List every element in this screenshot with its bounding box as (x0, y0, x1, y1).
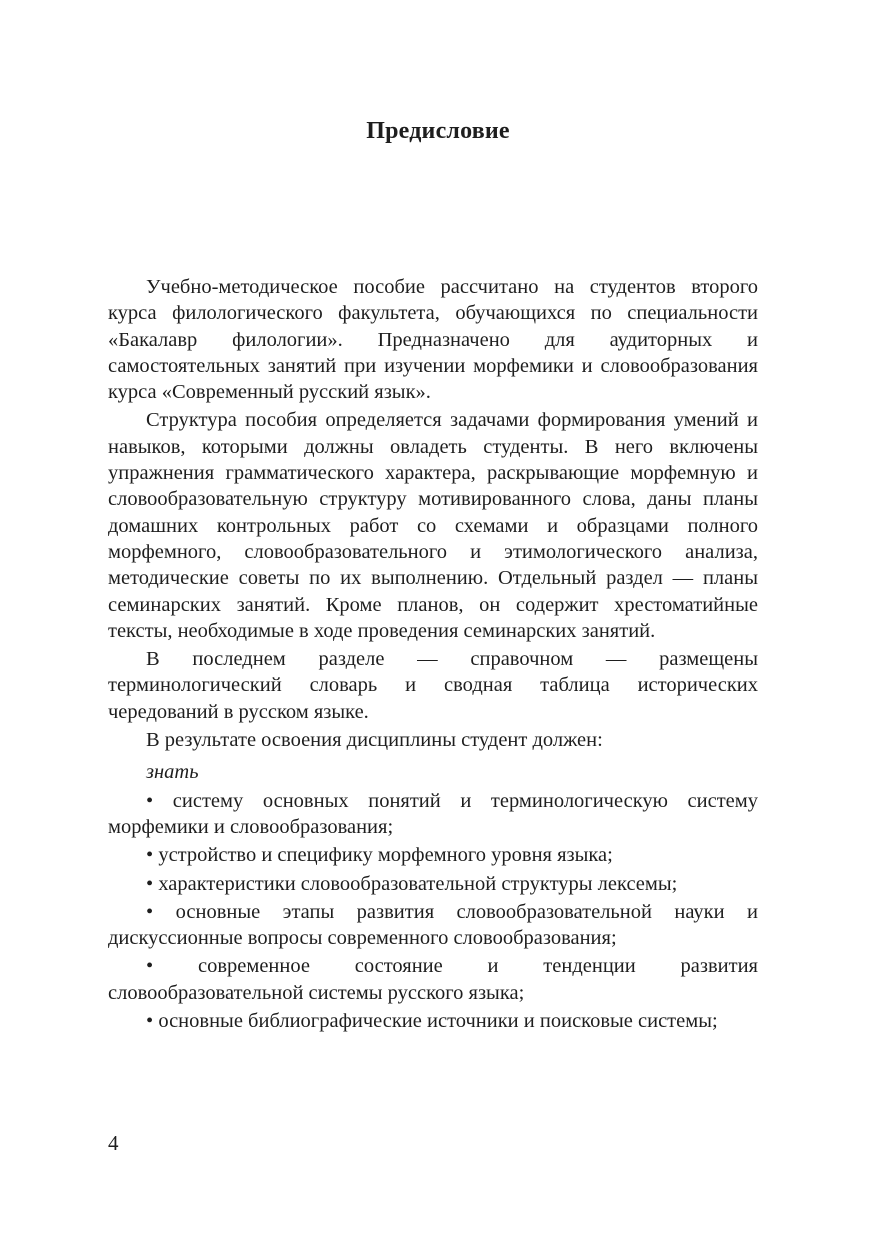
paragraph-purpose: Учебно-методическое пособие рассчитано на студентов второго курса филологического факультета, обучающихся по специальности «Бакалавр филологии». Предназначено для аудиторных и самостоятельных занятий при изучении морфемики и словообразования курса «Современный русский язык». (108, 276, 758, 404)
paragraph-reference-section: В последнем разделе — справочном — размещены терминологический словарь и сводная таблица исторических чередований в русском языке. (108, 648, 758, 723)
list-item (108, 842, 758, 868)
list-item-text: систему основных понятий и терминологическую систему морфемики и словообразования; (108, 789, 758, 838)
bullet-icon: • (146, 789, 154, 812)
bullet-icon: • (146, 900, 154, 923)
bullet-icon: • (146, 1010, 154, 1033)
page-title: Предисловие (366, 118, 510, 144)
list-item-text: основные библиографические источники и поисковые системы; (158, 1010, 718, 1033)
bullet-icon: • (146, 844, 154, 867)
bullet-icon: • (146, 872, 154, 895)
list-item-text: характеристики словообразовательной структуры лексемы; (158, 872, 678, 895)
list-item (108, 899, 758, 952)
bullet-icon: • (146, 955, 154, 978)
list-item-text: современное состояние и тенденции развития словообразовательной системы русского языка; (108, 955, 758, 1004)
list-item (108, 953, 758, 1006)
list-item (108, 788, 758, 841)
list-item (108, 1008, 758, 1034)
page-number: 4 (108, 1131, 119, 1155)
list-item-text: основные этапы развития словообразовательной науки и дискуссионные вопросы современного словообразования; (108, 900, 759, 950)
body-text (108, 274, 758, 1034)
paragraph-structure: Структура пособия определяется задачами формирования умений и навыков, которыми должны овладеть студенты. В него включены упражнения грамматического характера, раскрывающие морфемную и словообразовательную структуру мотивированного слова, даны планы домашних контрольных работ со схемами и образцами полного морфемного, словообразовательного и этимологического анализа, методические советы по их выполнению. Отдельный раздел — планы семинарских занятий. Кроме планов, он содержит хрестоматийные тексты, необходимые в ходе проведения семинарских занятий. (108, 409, 758, 642)
list-item (108, 871, 758, 897)
paragraph-outcomes: В результате освоения дисциплины студент должен: (146, 729, 603, 752)
list-label-know: знать (146, 761, 199, 784)
list-item-text: устройство и специфику морфемного уровня языка; (158, 844, 613, 867)
